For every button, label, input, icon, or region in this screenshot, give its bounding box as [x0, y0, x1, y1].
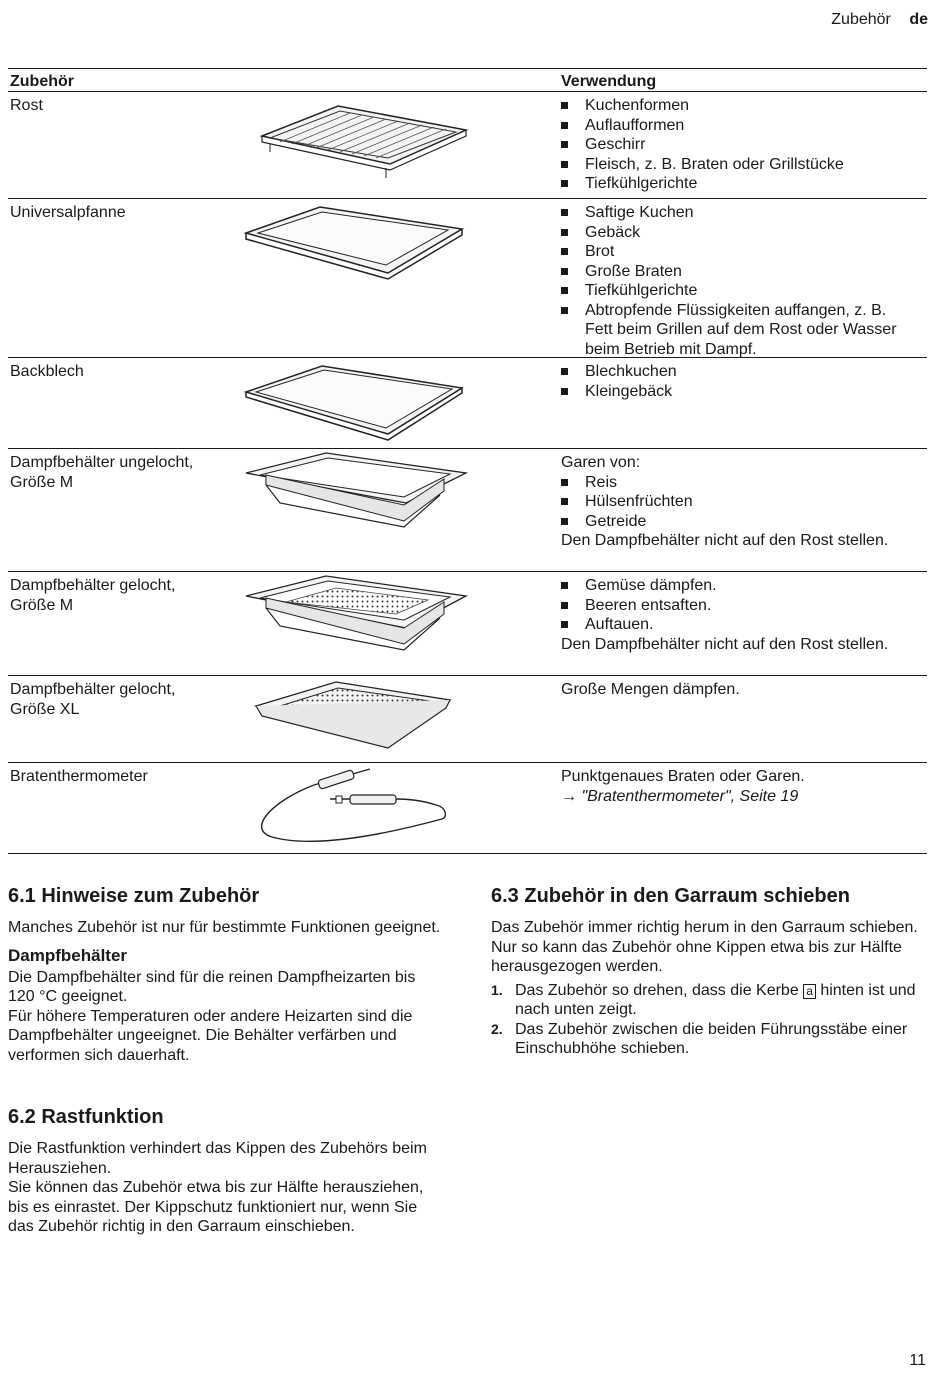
usage-text: Große Mengen dämpfen. — [561, 681, 740, 698]
paragraph: Die Dampfbehälter sind für die reinen Dampfheizarten bis 120 °C geeignet. — [8, 968, 416, 1005]
list-item: Gemüse dämpfen. — [561, 576, 917, 596]
list-item: Tiefkühlgerichte — [561, 174, 917, 194]
paragraph: Für höhere Temperaturen oder andere Heizarten sind die Dampfbehälter ungeeignet. Die Behälter verfärben und verformen sich dauerhaft. — [8, 1007, 413, 1064]
list-item: Fleisch, z. B. Braten oder Grillstücke — [561, 155, 917, 175]
usage-note: Den Dampfbehälter nicht auf den Rost stellen. — [561, 635, 889, 653]
accessory-usage — [561, 203, 917, 359]
table-row — [8, 676, 927, 763]
accessory-usage — [561, 576, 917, 654]
page-reference-link[interactable]: → "Bratenthermometer", Seite 19 — [561, 787, 799, 805]
list-item: Abtropfende Flüssigkeiten auffangen, z. B. Fett beim Grillen auf dem Rost oder Wasser beim Betrieb mit Dampf. — [561, 301, 917, 360]
col-accessory-header: Zubehör — [10, 73, 74, 90]
list-item: Reis — [561, 473, 917, 493]
paragraph: Sie können das Zubehör etwa bis zur Hälfte herausziehen, bis es einrastet. Der Kippschutz funktioniert nur, wenn Sie das Zubehör richtig in den Garraum einschieben. — [8, 1179, 424, 1235]
section-6-3 — [491, 884, 927, 1059]
page-number: 11 — [909, 1351, 926, 1369]
list-item: Brot — [561, 242, 917, 262]
accessory-usage — [561, 362, 917, 401]
table-row — [8, 358, 927, 449]
step-text: Das Zubehör so drehen, dass die Kerbe — [515, 981, 799, 999]
list-item: Getreide — [561, 512, 917, 532]
page-header — [831, 10, 928, 30]
table-row — [8, 92, 927, 199]
steam-container-solid-icon — [240, 451, 470, 531]
list-item: Blechkuchen — [561, 362, 917, 382]
steam-container-perforated-icon — [240, 574, 470, 654]
step-text: Das Zubehör zwischen die beiden Führungsstäbe einer Einschubhöhe schieben. — [515, 1020, 908, 1057]
usage-intro: Garen von: — [561, 454, 641, 471]
table-row — [8, 572, 927, 676]
step-text: hinten ist und nach unten zeigt. — [515, 981, 916, 1018]
list-item: Hülsenfrüchten — [561, 492, 917, 512]
list-item: Kuchenformen — [561, 96, 917, 116]
section-title: 6.1 Hinweise zum Zubehör — [8, 885, 260, 907]
steps-list — [491, 981, 927, 1059]
paragraph: Die Rastfunktion verhindert das Kippen des Zubehörs beim Herausziehen. — [8, 1140, 427, 1177]
notch-key-icon: a — [803, 984, 816, 999]
header-lang: de — [909, 11, 928, 28]
accessory-usage — [561, 96, 917, 194]
accessory-name: Dampfbehälter ungelocht, Größe M — [10, 454, 194, 491]
list-item — [491, 981, 927, 1020]
list-item: Auftauen. — [561, 615, 917, 635]
accessory-name: Dampfbehälter gelocht, Größe M — [10, 577, 176, 614]
paragraph: Manches Zubehör ist nur für bestimmte Funktionen geeignet. — [8, 919, 441, 936]
table-row — [8, 199, 927, 358]
accessory-usage — [561, 453, 917, 551]
accessory-table — [8, 68, 927, 854]
list-item: Saftige Kuchen — [561, 203, 917, 223]
list-item: Große Braten — [561, 262, 917, 282]
rack-icon — [240, 98, 470, 186]
section-6-2 — [8, 1105, 444, 1237]
meat-probe-icon — [252, 767, 452, 847]
usage-text: Punktgenaues Braten oder Garen. — [561, 768, 805, 785]
step-number: 2. — [491, 1020, 503, 1037]
universal-pan-icon — [240, 203, 470, 283]
accessory-name: Rost — [10, 97, 43, 114]
list-item: Geschirr — [561, 135, 917, 155]
list-item — [491, 1020, 927, 1059]
accessory-name: Bratenthermometer — [10, 768, 148, 785]
subsection-title: Dampfbehälter — [8, 945, 128, 965]
usage-note: Den Dampfbehälter nicht auf den Rost stellen. — [561, 532, 889, 549]
baking-tray-icon — [240, 362, 470, 442]
section-6-1 — [8, 884, 444, 1065]
section-title: 6.2 Rastfunktion — [8, 1106, 164, 1128]
accessory-name: Backblech — [10, 363, 84, 380]
col-usage-header: Verwendung — [561, 73, 657, 90]
list-item: Gebäck — [561, 223, 917, 243]
step-number: 1. — [491, 981, 503, 998]
accessory-usage — [561, 680, 917, 700]
list-item: Tiefkühlgerichte — [561, 281, 917, 301]
list-item: Auflaufformen — [561, 116, 917, 136]
list-item: Kleingebäck — [561, 382, 917, 402]
table-row — [8, 449, 927, 572]
table-row — [8, 763, 927, 854]
accessory-usage — [561, 767, 917, 806]
paragraph: Das Zubehör immer richtig herum in den Garraum schieben. Nur so kann das Zubehör ohne Kippen etwa bis zur Hälfte herausgezogen werden. — [491, 919, 918, 975]
table-header — [8, 69, 927, 92]
accessory-name: Universalpfanne — [10, 204, 126, 221]
steam-container-xl-icon — [240, 678, 470, 758]
accessory-name: Dampfbehälter gelocht, Größe XL — [10, 681, 176, 718]
header-section: Zubehör — [831, 11, 891, 28]
list-item: Beeren entsaften. — [561, 596, 917, 616]
section-title: 6.3 Zubehör in den Garraum schieben — [491, 885, 850, 907]
